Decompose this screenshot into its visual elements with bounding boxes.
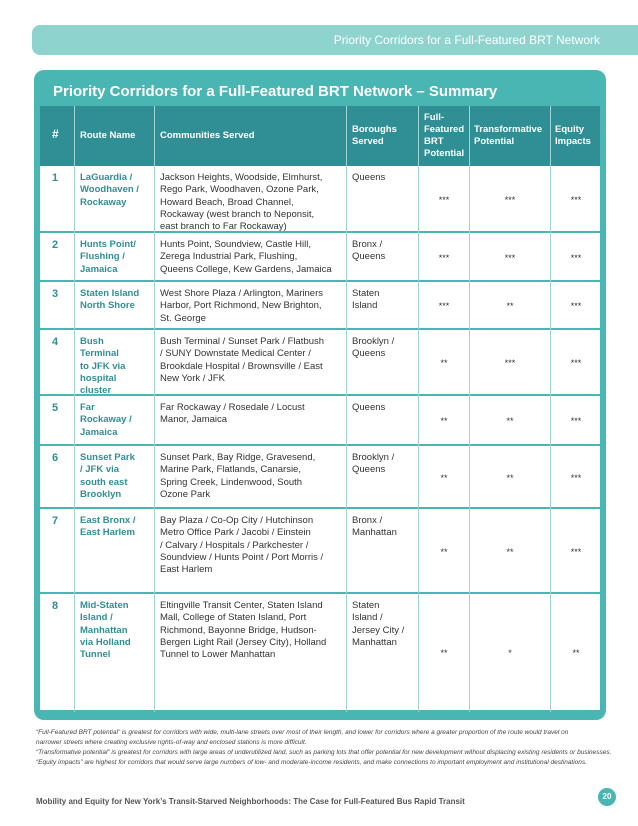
row-number: 8 <box>52 600 59 612</box>
brt-rating: ** <box>440 648 448 658</box>
communities-served: Hunts Point, Soundview, Castle Hill, Zerega Industrial Park, Flushing, Queens College, Kew Gardens, Jamaica <box>160 239 332 275</box>
table-row <box>40 330 600 396</box>
transformative-rating: *** <box>504 252 516 263</box>
route-name: East Bronx / East Harlem <box>80 515 136 539</box>
route-name: LaGuardia / Woodhaven / Rockaway <box>80 172 139 208</box>
col-route: Route Name <box>80 130 136 141</box>
communities-served: Jackson Heights, Woodside, Elmhurst, Rego Park, Woodhaven, Ozone Park, Howard Beach, Broad Channel, Rockaway (west branch to Neponsit, east branch to Far Rockaway) <box>160 172 323 233</box>
communities-served: Sunset Park, Bay Ridge, Gravesend, Marine Park, Flatlands, Canarsie, Spring Creek, Lindenwood, South Ozone Park <box>160 452 316 500</box>
route-name: Sunset Park / JFK via south east Brooklyn <box>80 452 135 500</box>
grid-line <box>346 106 347 712</box>
communities-served: Far Rockaway / Rosedale / Locust Manor, Jamaica <box>160 402 305 426</box>
table-row <box>40 446 600 509</box>
boroughs-served: Staten Island / Jersey City / Manhattan <box>352 600 405 648</box>
table-row <box>40 166 600 233</box>
boroughs-served: Brooklyn / Queens <box>352 452 395 476</box>
route-name: Mid-Staten Island / Manhattan via Holland Tunnel <box>80 600 131 661</box>
transformative-rating: *** <box>504 358 516 368</box>
brt-rating: ** <box>440 546 448 557</box>
table-header-row <box>40 106 600 166</box>
brt-rating: ** <box>440 472 448 483</box>
note-line: “Full-Featured BRT potential” is greatest for corridors with wide, multi-lane streets over most of their length, and lower for corridors where a greater proportion of the route would travel on <box>36 729 569 736</box>
route-name: Hunts Point/ Flushing / Jamaica <box>80 239 136 275</box>
brt-rating: ** <box>440 416 448 426</box>
brt-rating: ** <box>440 358 448 368</box>
grid-line <box>469 106 470 712</box>
note-line: narrower streets where creating exclusive rights-of-way and enclosed stations is more difficult. <box>36 739 307 746</box>
equity-rating: *** <box>570 546 582 557</box>
row-number: 2 <box>52 239 59 251</box>
col-transformative: Transformative Potential <box>474 124 543 147</box>
summary-panel <box>34 70 606 720</box>
equity-rating: ** <box>572 648 580 658</box>
boroughs-served: Brooklyn / Queens <box>352 336 395 360</box>
table-row <box>40 509 600 594</box>
row-number: 4 <box>52 336 59 348</box>
boroughs-served: Bronx / Queens <box>352 239 386 263</box>
grid-line <box>418 106 419 712</box>
communities-served: West Shore Plaza / Arlington, Mariners Harbor, Port Richmond, New Brighton, St. George <box>160 288 323 324</box>
equity-rating: *** <box>570 416 582 426</box>
boroughs-served: Staten Island <box>352 288 380 312</box>
col-equity: Equity Impacts <box>555 124 591 147</box>
route-name: Staten Island North Shore <box>80 288 140 312</box>
row-number: 5 <box>52 402 59 414</box>
equity-rating: *** <box>570 358 582 368</box>
brt-rating: *** <box>438 252 450 263</box>
table-notes <box>36 728 616 768</box>
communities-served: Bay Plaza / Co-Op City / Hutchinson Metro Office Park / Jacobi / Einstein / Calvary / Hospitals / Parkchester / Soundview / Hunts Point / Port Morris / East Harlem <box>160 515 324 576</box>
running-header-title: Priority Corridors for a Full-Featured BRT Network <box>333 33 600 47</box>
note-line: “Transformative potential” is greatest for corridors with large areas of underutilized land, such as parking lots that offer potential for new development without displacing existing residents or businesses. <box>36 749 612 756</box>
row-number: 6 <box>52 452 59 464</box>
footer-title: Mobility and Equity for New York’s Transit-Starved Neighborhoods: The Case for Full-Featured Bus Rapid Transit <box>36 797 465 806</box>
col-num: # <box>52 127 59 141</box>
transformative-rating: ** <box>506 546 514 557</box>
col-boroughs: Boroughs Served <box>352 124 397 147</box>
route-name: Bush Terminal to JFK via hospital cluster <box>80 336 126 397</box>
transformative-rating: ** <box>506 416 514 426</box>
col-brt: Full- Featured BRT Potential <box>424 112 465 159</box>
equity-rating: *** <box>570 301 582 311</box>
table-row <box>40 396 600 446</box>
transformative-rating: * <box>508 648 512 658</box>
note-line: “Equity impacts” are highest for corridors that would serve large numbers of low- and moderate-income residents, and make connections to important employment and institutional destinations. <box>36 759 587 766</box>
grid-line <box>154 106 155 712</box>
boroughs-served: Bronx / Manhattan <box>352 515 397 539</box>
communities-served: Eltingville Transit Center, Staten Island Mall, College of Staten Island, Port Richmond, Bayonne Bridge, Hudson- Bergen Light Rail (Jersey City), Holland Tunnel to Lower Manhattan <box>160 600 327 661</box>
boroughs-served: Queens <box>352 402 386 413</box>
transformative-rating: *** <box>504 194 516 205</box>
grid-line <box>550 106 551 712</box>
col-communities: Communities Served <box>160 130 255 141</box>
row-number: 7 <box>52 515 59 527</box>
table-row <box>40 594 600 712</box>
summary-table <box>40 106 600 712</box>
row-number: 3 <box>52 288 59 300</box>
transformative-rating: ** <box>506 472 514 483</box>
brt-rating: *** <box>438 301 450 311</box>
communities-served: Bush Terminal / Sunset Park / Flatbush / SUNY Downstate Medical Center / Brookdale Hospital / Brownsville / East New York / JFK <box>160 336 325 384</box>
equity-rating: *** <box>570 472 582 483</box>
brt-rating: *** <box>438 194 450 205</box>
panel-title: Priority Corridors for a Full-Featured BRT Network – Summary <box>53 83 498 100</box>
equity-rating: *** <box>570 252 582 263</box>
transformative-rating: ** <box>506 301 514 311</box>
table-row <box>40 233 600 282</box>
grid-line <box>74 106 75 712</box>
running-header-bar <box>32 25 638 55</box>
page-number: 20 <box>598 788 616 806</box>
boroughs-served: Queens <box>352 172 386 183</box>
table-row <box>40 282 600 330</box>
row-number: 1 <box>52 172 59 184</box>
equity-rating: *** <box>570 194 582 205</box>
route-name: Far Rockaway / Jamaica <box>80 402 132 438</box>
